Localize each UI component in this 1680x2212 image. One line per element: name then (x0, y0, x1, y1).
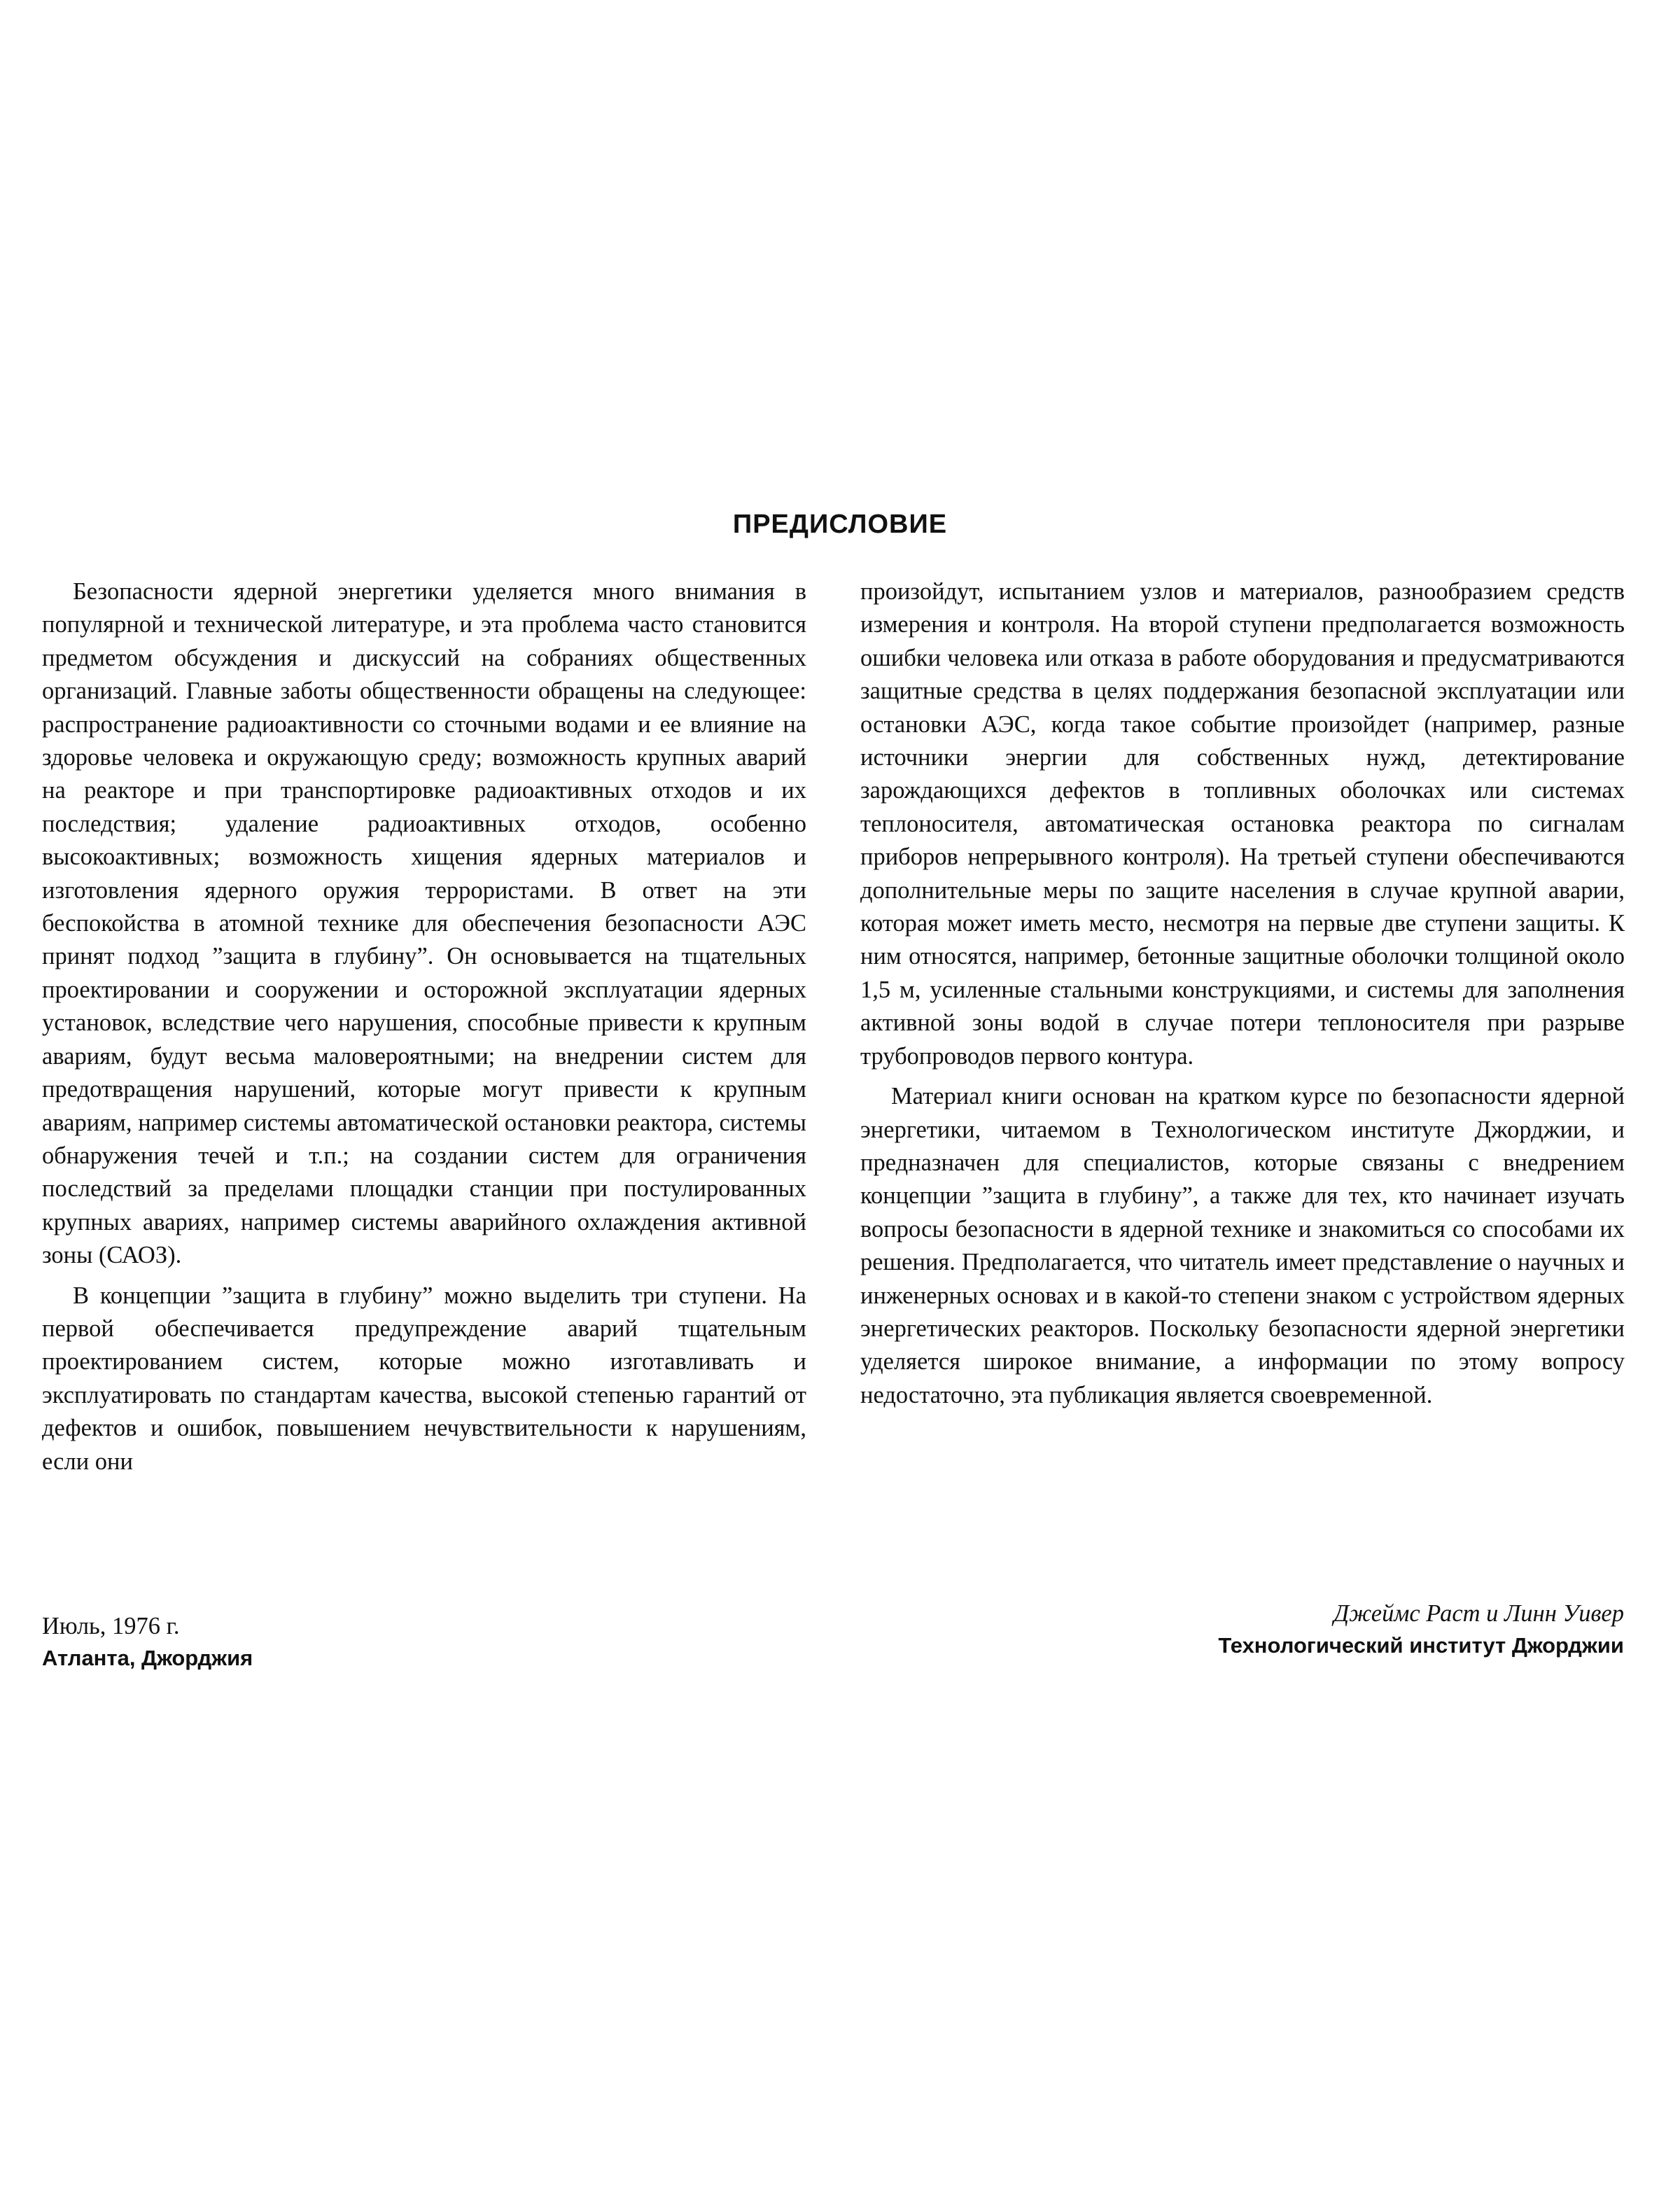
authors: Джеймс Раст и Линн Уивер (1334, 1600, 1624, 1627)
author-signature-block (1218, 1597, 1624, 1662)
right-column (860, 575, 1625, 1412)
paragraph: произойдут, испытанием узлов и материалов, разнообразием средств измерения и контроля. На второй ступени предполагается возможность ошибки человека или отказа в работе оборудования и предусматриваются защитные средства в целях поддержания безопасной эксплуатации или остановки АЭС, когда такое событие произойдет (например, разные источники энергии для собственных нужд, детектирование зарождающихся дефектов в топливных оболочках или системах теплоносителя, автоматическая остановка реактора по сигналам приборов непрерывного контроля). На третьей ступени обеспечиваются дополнительные меры по защите населения в случае крупной аварии, которая может иметь место, несмотря на первые две ступени защиты. К ним относятся, например, бетонные защитные оболочки толщиной около 1,5 м, усиленные стальными конструкциями, и системы для заполнения активной зоны водой в случае потери теплоносителя при разрыве трубопроводов первого контура. (860, 578, 1625, 1070)
date-place-block (42, 1610, 253, 1674)
date: Июль, 1976 г. (42, 1613, 180, 1639)
paragraph: Безопасности ядерной энергетики уделяется много внимания в популярной и технической литературе, и эта проблема часто становится предметом обсуждения и дискуссий на собраниях общественных организаций. Главные заботы общественности обращены на следующее: распространение радиоактивности со сточными водами и ее влияние на здоровье человека и окружающую среду; возможность крупных аварий на реакторе и при транспортировке радиоактивных отходов и их последствия; удаление радиоактивных отходов, особенно высокоактивных; возможность хищения ядерных материалов и изготовления ядерного оружия террористами. В ответ на эти беспокойства в атомной технике для обеспечения безопасности АЭС принят подход ”защита в глубину”. Он основывается на тщательных проектировании и сооружении и осторожной эксплуатации ядерных установок, вследствие чего нарушения, способные привести к крупным авариям, будут весьма маловероятными; на внедрении систем для предотвращения нарушений, которые могут привести к крупным авариям, например системы автоматической остановки реактора, системы обнаружения течей и т.п.; на создании систем для ограничения последствий за пределами площадки станции при постулированных крупных авариях, например системы аварийного охлаждения активной зоны (САОЗ). (42, 578, 806, 1269)
institute: Технологический институт Джорджии (1218, 1633, 1624, 1658)
place: Атланта, Джорджия (42, 1646, 253, 1670)
paragraph: В концепции ”защита в глубину” можно выделить три ступени. На первой обеспечивается предупреждение аварий тщательным проектированием систем, которые можно изготавливать и эксплуатировать по стандартам качества, высокой степенью гарантий от дефектов и ошибок, повышением нечувствительности к нарушениям, если они (42, 1282, 806, 1475)
left-column (42, 575, 806, 1478)
paragraph: Материал книги основан на кратком курсе по безопасности ядерной энергетики, читаемом в Технологическом институте Джорджии, и предназначен для специалистов, которые связаны с внедрением концепции ”защита в глубину”, а также для тех, кто начинает изучать вопросы безопасности в ядерной технике и знакомиться со способами их решения. Предполагается, что читатель имеет представление о научных и инженерных основах и в какой-то степени знаком с устройством ядерных энергетических реакторов. Поскольку безопасности ядерной энергетики уделяется широкое внимание, а информации по этому вопросу недостаточно, эта публикация является своевременной. (860, 1083, 1625, 1408)
page-title: ПРЕДИСЛОВИЕ (732, 510, 948, 539)
